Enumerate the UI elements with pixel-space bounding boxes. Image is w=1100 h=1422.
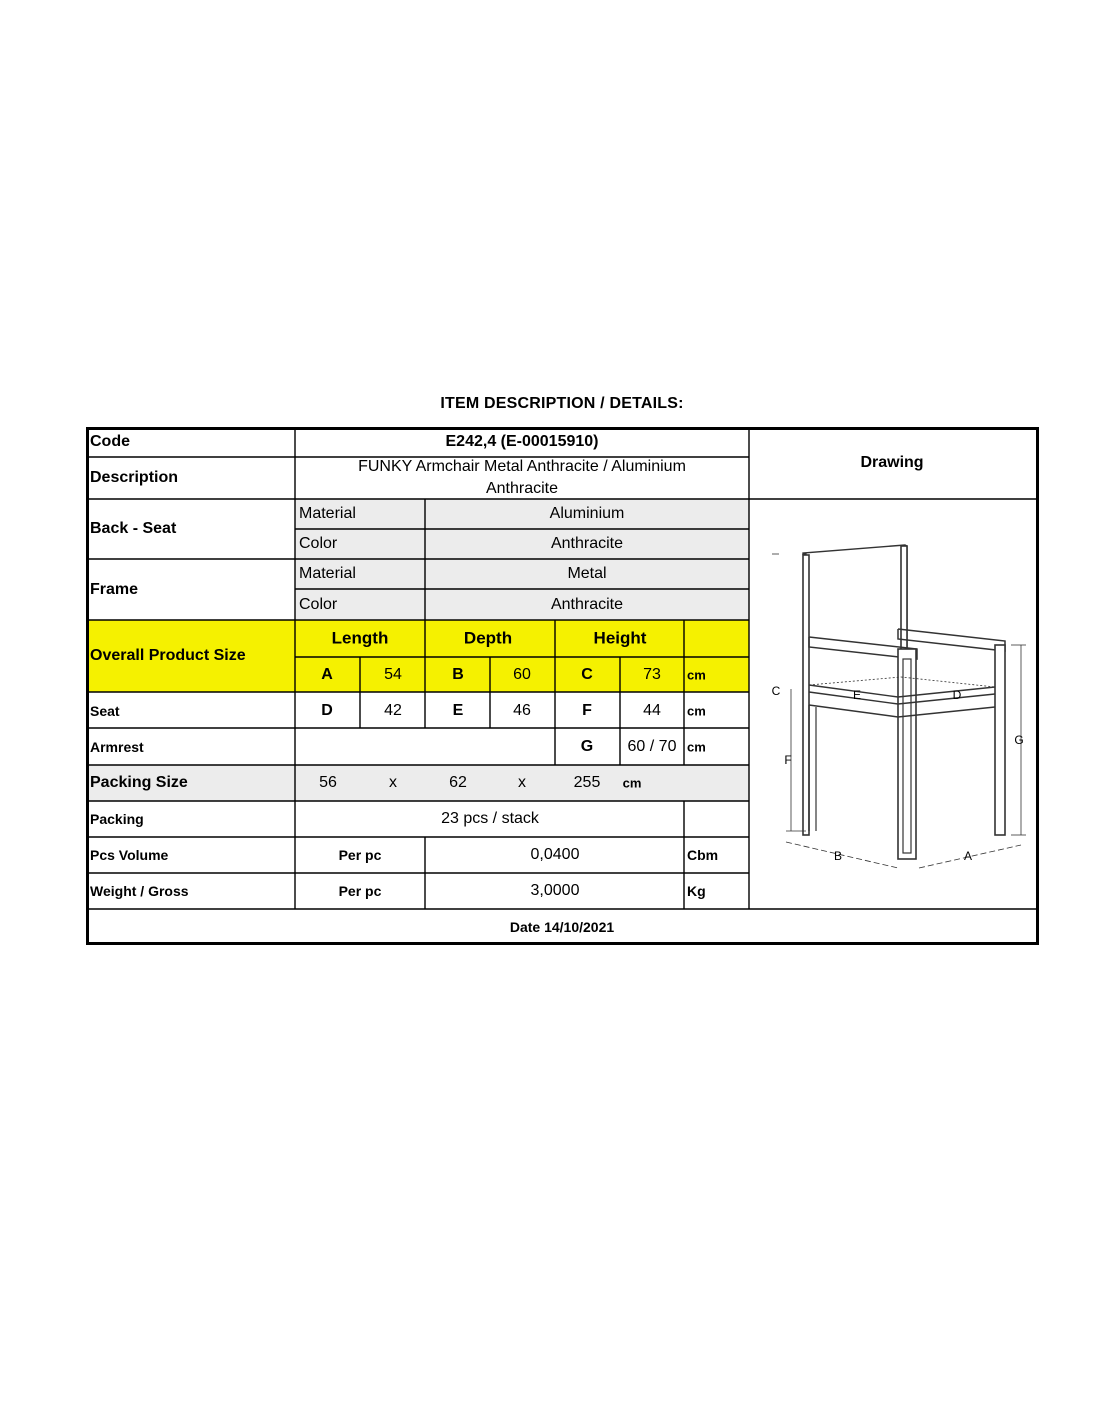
height-header: Height [593, 628, 647, 648]
pcs-volume-label: Pcs Volume [90, 847, 169, 863]
drawing-label-g: G [1014, 733, 1024, 747]
volume-unit: Cbm [687, 847, 719, 863]
dim-a-key: A [321, 666, 333, 683]
frame-color-label: Color [299, 596, 338, 613]
armrest-unit: cm [687, 739, 706, 755]
dim-e-key: E [452, 702, 464, 719]
description-value-line2: Anthracite [485, 480, 559, 497]
back-seat-color-value: Anthracite [550, 535, 624, 552]
back-seat-label: Back - Seat [90, 520, 177, 537]
frame-label: Frame [90, 581, 139, 598]
packing-height: 255 [573, 774, 601, 791]
frame-color-value: Anthracite [550, 596, 624, 613]
drawing-header: Drawing [860, 454, 924, 471]
dim-f-value: 44 [643, 702, 661, 719]
volume-value: 0,0400 [530, 846, 580, 863]
dim-c-value: 73 [643, 666, 661, 683]
dim-b-key: B [452, 666, 464, 683]
spec-sheet-table [86, 427, 1039, 945]
length-header: Length [331, 628, 389, 648]
packing-x2: x [518, 774, 526, 791]
packing-label: Packing [90, 811, 144, 827]
description-label: Description [90, 469, 179, 486]
armrest-label: Armrest [90, 739, 144, 755]
packing-length: 56 [319, 774, 337, 791]
drawing-label-f: F [784, 753, 792, 767]
back-seat-color-label: Color [299, 535, 338, 552]
date-footer: Date 14/10/2021 [509, 919, 615, 935]
code-value: E242,4 (E-00015910) [445, 433, 599, 450]
packing-x1: x [389, 774, 397, 791]
frame-material-label: Material [299, 565, 356, 582]
weight-gross-label: Weight / Gross [90, 883, 189, 899]
back-seat-material-value: Aluminium [549, 505, 625, 522]
packing-width: 62 [449, 774, 467, 791]
weight-value: 3,0000 [530, 882, 580, 899]
code-label: Code [90, 433, 130, 450]
packing-value: 23 pcs / stack [441, 810, 539, 827]
overall-size-label: Overall Product Size [90, 647, 246, 664]
sheet-title: ITEM DESCRIPTION / DETAILS: [440, 395, 684, 412]
drawing-label-b: B [833, 849, 843, 863]
dim-g-value: 60 / 70 [627, 738, 677, 755]
seat-label: Seat [90, 703, 120, 719]
dim-f-key: F [582, 702, 592, 719]
drawing-label-a: A [963, 849, 973, 863]
packing-size-unit: cm [622, 775, 642, 791]
dim-e-value: 46 [513, 702, 531, 719]
packing-size-label: Packing Size [90, 774, 188, 791]
seat-unit: cm [687, 703, 706, 719]
volume-per: Per pc [338, 847, 382, 863]
overall-unit: cm [687, 667, 706, 683]
weight-per: Per pc [338, 883, 382, 899]
back-seat-material-label: Material [299, 505, 356, 522]
drawing-label-c: C [771, 684, 781, 698]
description-value-line1: FUNKY Armchair Metal Anthracite / Aluminium [358, 458, 686, 475]
depth-header: Depth [463, 628, 513, 648]
dim-b-value: 60 [513, 666, 531, 683]
dim-d-value: 42 [384, 702, 402, 719]
dim-d-key: D [321, 702, 333, 719]
dim-g-key: G [580, 738, 594, 755]
drawing-label-d: D [952, 688, 962, 702]
dim-c-key: C [581, 666, 593, 683]
frame-material-value: Metal [567, 565, 607, 582]
dim-a-value: 54 [384, 666, 402, 683]
drawing-label-e: E [852, 688, 862, 702]
weight-unit: Kg [687, 883, 706, 899]
